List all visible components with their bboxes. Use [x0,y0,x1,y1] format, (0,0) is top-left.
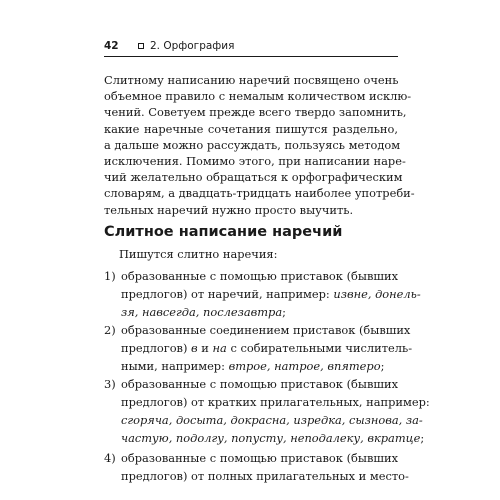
item-line: частую, подолгу, попусту, неподалеку, вкратце; [121,431,425,445]
running-header [104,40,396,56]
intro-line: объемное правило с немалым количеством исклю- [104,89,412,104]
list-lead: Пишутся слитно наречия: [119,247,278,261]
item-number: 3) [104,377,116,391]
item-line: образованные с помощью приставок (бывших [121,377,398,391]
item-number: 4) [104,451,116,465]
item-line: ными, например: втрое, натрое, впятеро; [121,359,385,373]
page-number: 42 [104,40,119,52]
intro-line: какие наречные сочетания пишутся раздельно, [104,121,398,136]
header-rule [104,56,398,57]
section-title: 2. Орфография [150,40,235,52]
item-number: 2) [104,323,116,337]
item-line: зя, навсегда, послезавтра; [121,305,286,319]
intro-line: тельных наречий нужно просто выучить. [104,202,354,217]
item-line: предлогов) в и на с собирательными числитель- [121,341,413,355]
item-line: сгоряча, досыта, докрасна, изредка, сызнова, за- [121,413,423,427]
item-line: образованные с помощью приставок (бывших [121,269,398,283]
item-line: образованные с помощью приставок (бывших [121,451,398,465]
intro-line: чений. Советуем прежде всего твердо запомнить, [104,105,407,120]
section-heading: Слитное написание наречий [104,224,343,240]
item-line: предлогов) от кратких прилагательных, например: [121,395,430,409]
item-line: предлогов) от полных прилагательных и место- [121,469,409,483]
item-line: образованные соединением приставок (бывших [121,323,411,337]
item-number: 1) [104,269,116,283]
intro-line: исключения. Помимо этого, при написании наре- [104,154,406,168]
intro-line: Слитному написанию наречий посвящено очень [104,73,399,87]
intro-line: а дальше можно рассуждать, пользуясь методом [104,137,401,152]
item-line: предлогов) от наречий, например: извне, донель- [121,287,421,301]
intro-line: чий желательно обращаться к орфографическим [104,170,403,185]
intro-line: словарям, а двадцать-тридцать наиболее употреби- [104,186,415,201]
square-bullet-icon [138,43,144,49]
